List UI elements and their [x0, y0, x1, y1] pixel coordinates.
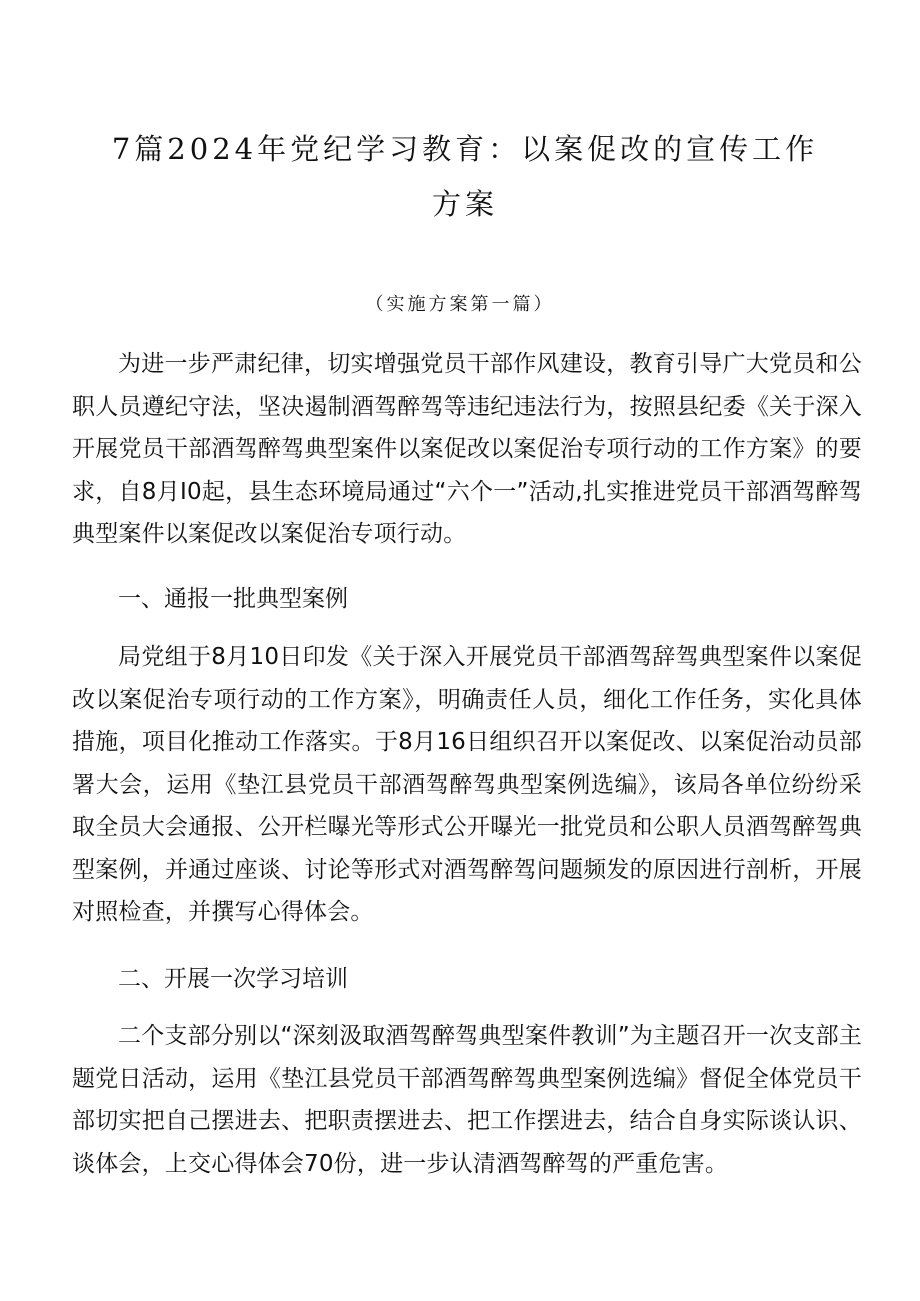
- document-subtitle: （实施方案第一篇）: [365, 294, 555, 315]
- section-heading-1: 一、通报一批典型案例: [118, 586, 348, 612]
- section-heading-2: 二、开展一次学习培训: [118, 966, 348, 992]
- paragraph-intro: 为进一步严肃纪律，切实增强党员干部作风建设，教育引导广大党员和公职人员遵纪守法，坚决遏制酒驾醉驾等违纪违法行为，按照县纪委《关于深入开展党员干部酒驾醉驾典型案件以案促改以案促治专项行动的工作方案》的要求，自8月I0起，县生态环境局通过“六个一”活动,扎实推进党员干部酒驾醉驾典型案件以案促改以案促治专项行动。: [72, 351, 862, 547]
- paragraph-section-2: 二个支部分别以“深刻汲取酒驾醉驾典型案件教训”为主题召开一次支部主题党日活动，运用《垫江县党员干部酒驾醉驾典型案例选编》督促全体党员干部切实把自己摆进去、把职责摆进去、把工作摆进去，结合自身实际谈认识、谈体会，上交心得体会70份，进一步认清酒驾醉驾的严重危害。: [72, 1023, 862, 1177]
- document-title: 7篇2024年党纪学习教育：以案促改的宣传工作方案: [111, 132, 819, 221]
- paragraph-section-1: 局党组于8月10日印发《关于深入开展党员干部酒驾辞驾典型案件以案促改以案促治专项行动的工作方案》，明确责任人员，细化工作任务，实化具体措施，项目化推动工作落实。于8月16日组织召开以案促改、以案促治动员部署大会，运用《垫江县党员干部酒驾醉驾典型案例选编》，该局各单位纷纷采取全员大会通报、公开栏曝光等形式公开曝光一批党员和公职人员酒驾醉驾典型案例，并通过座谈、讨论等形式对酒驾醉驾问题频发的原因进行剖析，开展对照检查，并撰写心得体会。: [72, 644, 862, 925]
